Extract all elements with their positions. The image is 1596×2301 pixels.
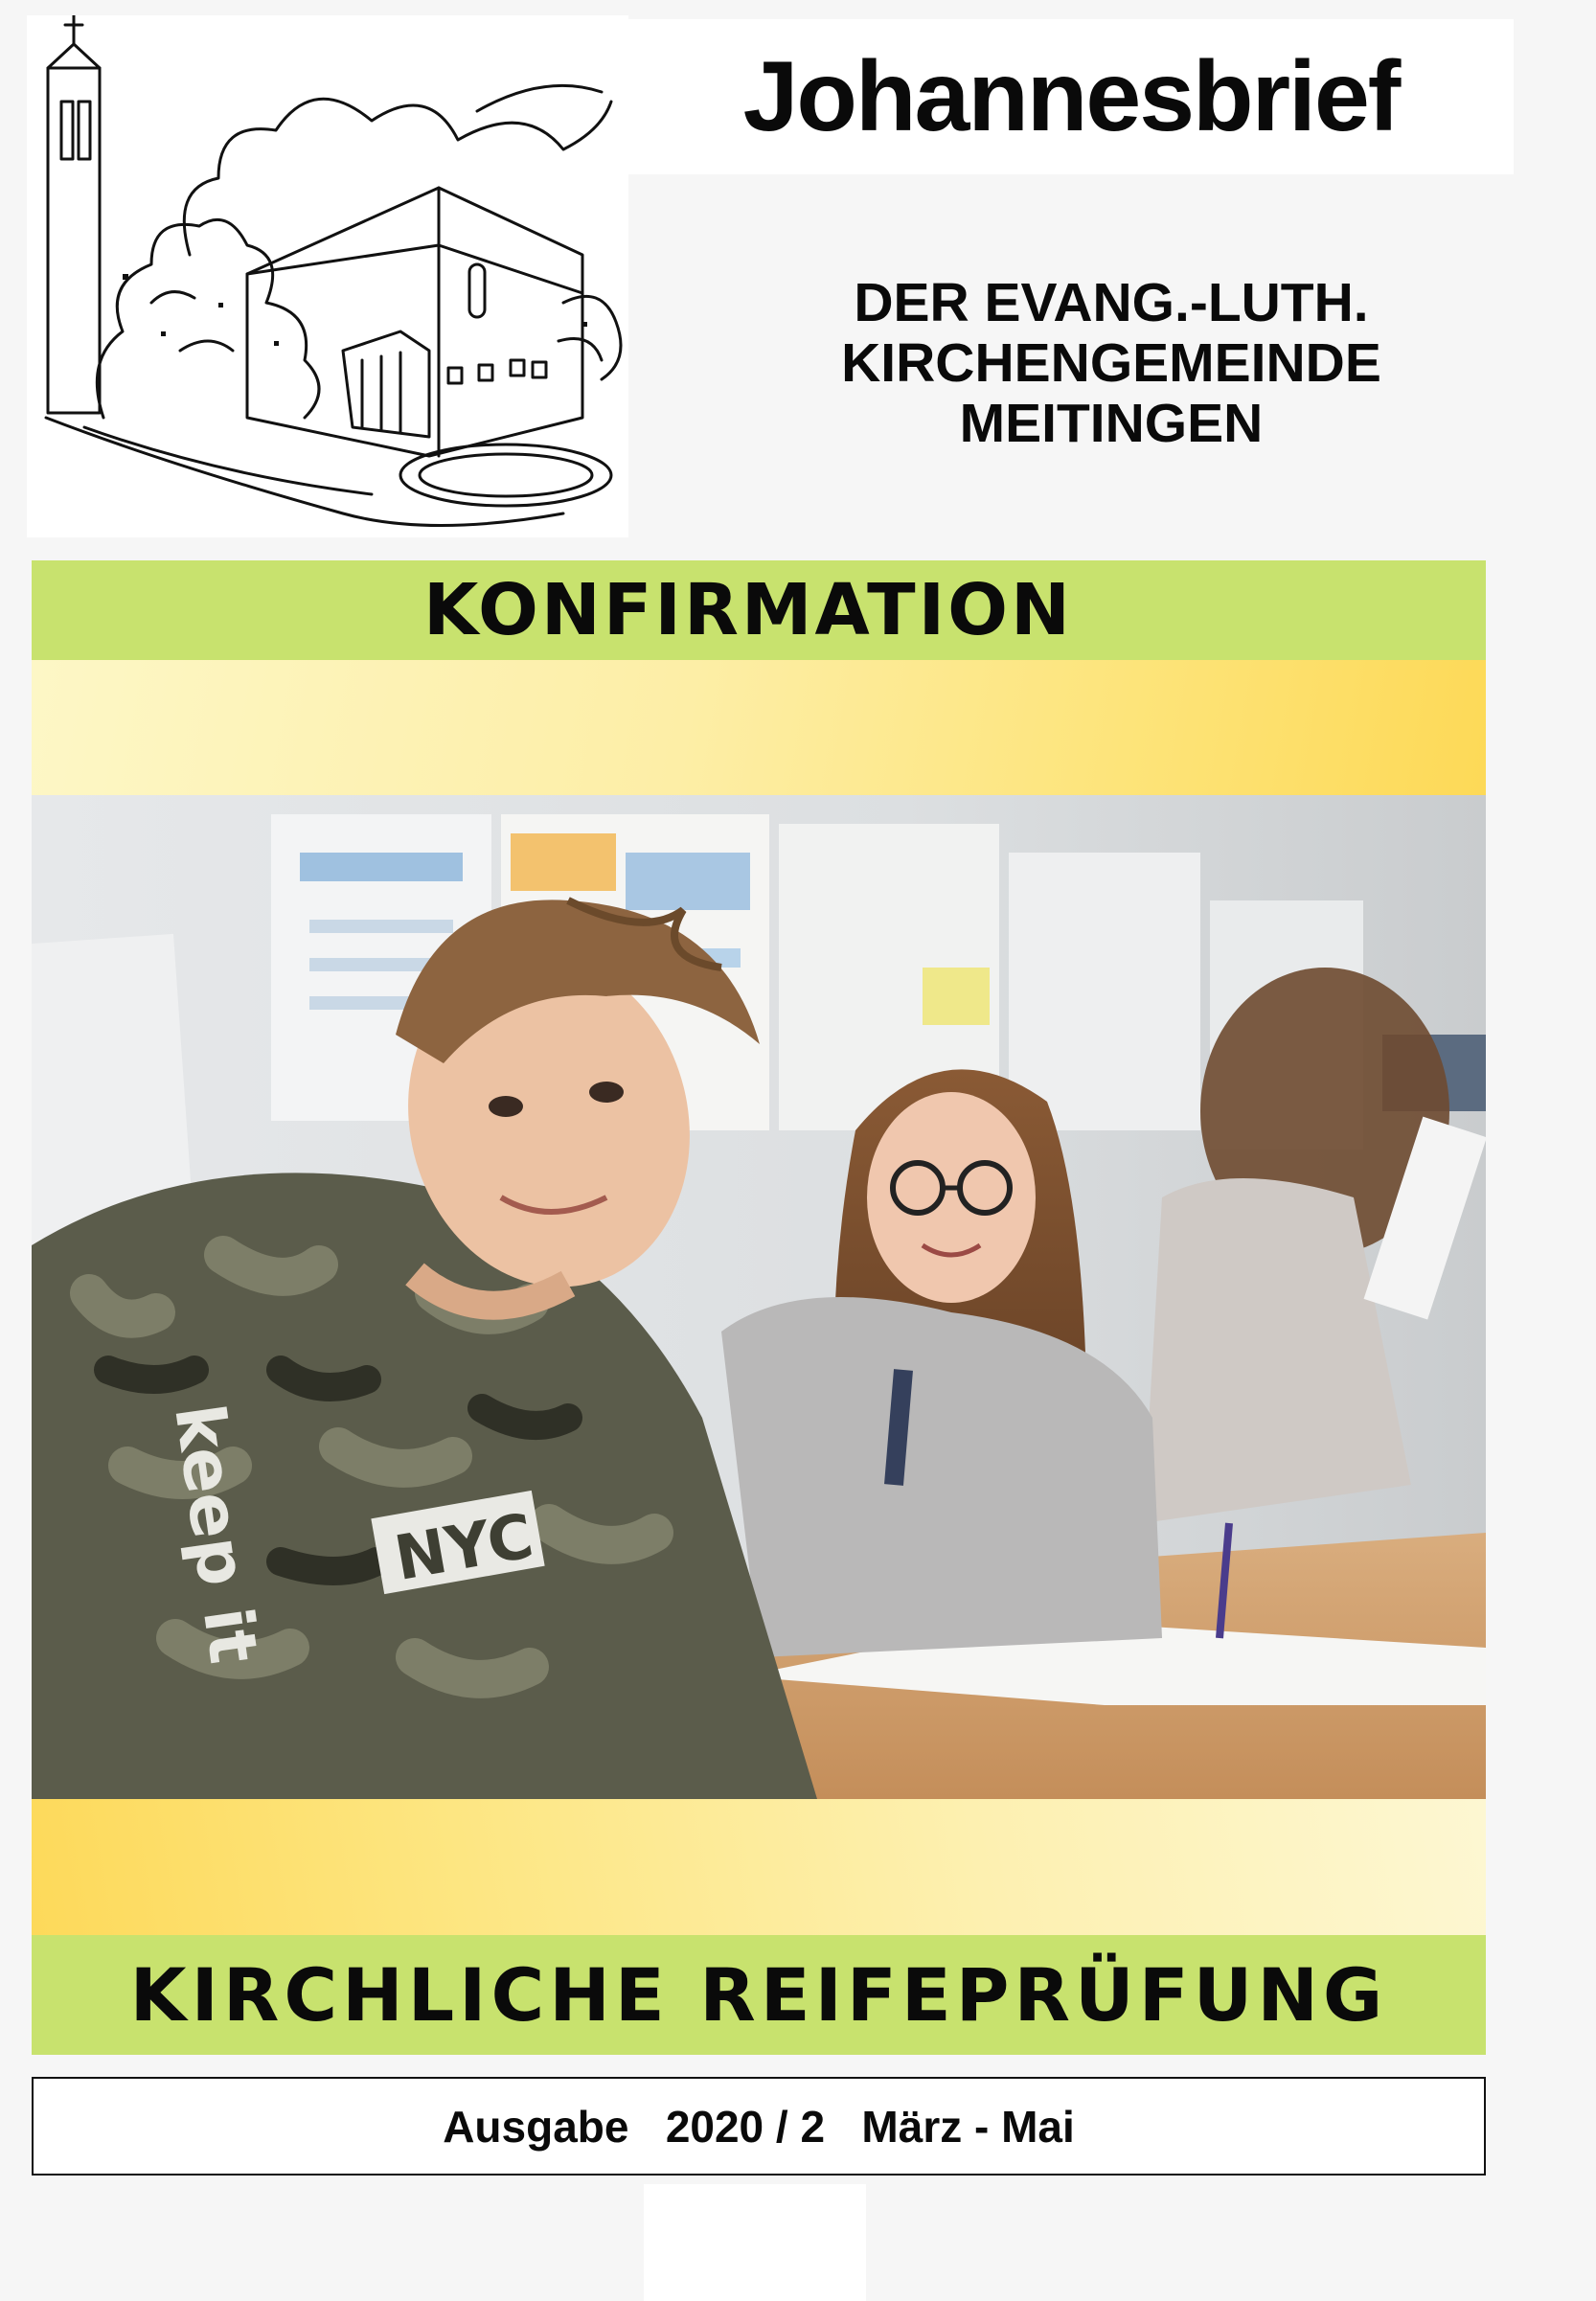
subtitle-line-1: DER EVANG.-LUTH. <box>854 272 1369 333</box>
issue-prefix: Ausgabe <box>443 2101 629 2152</box>
newsletter-title: Johannesbrief <box>742 40 1400 152</box>
issue-number: 2020 / 2 <box>665 2101 826 2152</box>
issue-spacer-2 <box>825 2101 861 2153</box>
parish-subtitle <box>709 273 1514 454</box>
konfirmation-banner <box>32 560 1486 660</box>
cover-photo <box>32 795 1486 1799</box>
konfirmation-label: KONFIRMATION <box>423 569 1073 651</box>
gradient-strip-top <box>32 660 1486 795</box>
issue-spacer-1 <box>628 2101 665 2153</box>
reifepruefung-banner <box>32 1935 1486 2055</box>
shirt-print-text: NYC <box>389 1500 539 1595</box>
issue-period: März - Mai <box>861 2101 1075 2152</box>
gradient-strip-bottom <box>32 1799 1486 1935</box>
confirmation-class-photo <box>32 795 1486 1799</box>
church-drawing-icon <box>27 15 628 537</box>
subtitle-line-3: MEITINGEN <box>959 393 1264 454</box>
church-logo <box>27 15 628 537</box>
issue-info <box>32 2077 1486 2176</box>
masthead <box>628 19 1514 174</box>
subtitle-line-2: KIRCHENGEMEINDE <box>841 332 1381 394</box>
sleeve-print-text: keep it <box>159 1399 274 1669</box>
reifepruefung-label: KIRCHLICHE REIFEPRÜFUNG <box>129 1952 1388 2038</box>
footer-tab <box>644 2184 866 2301</box>
